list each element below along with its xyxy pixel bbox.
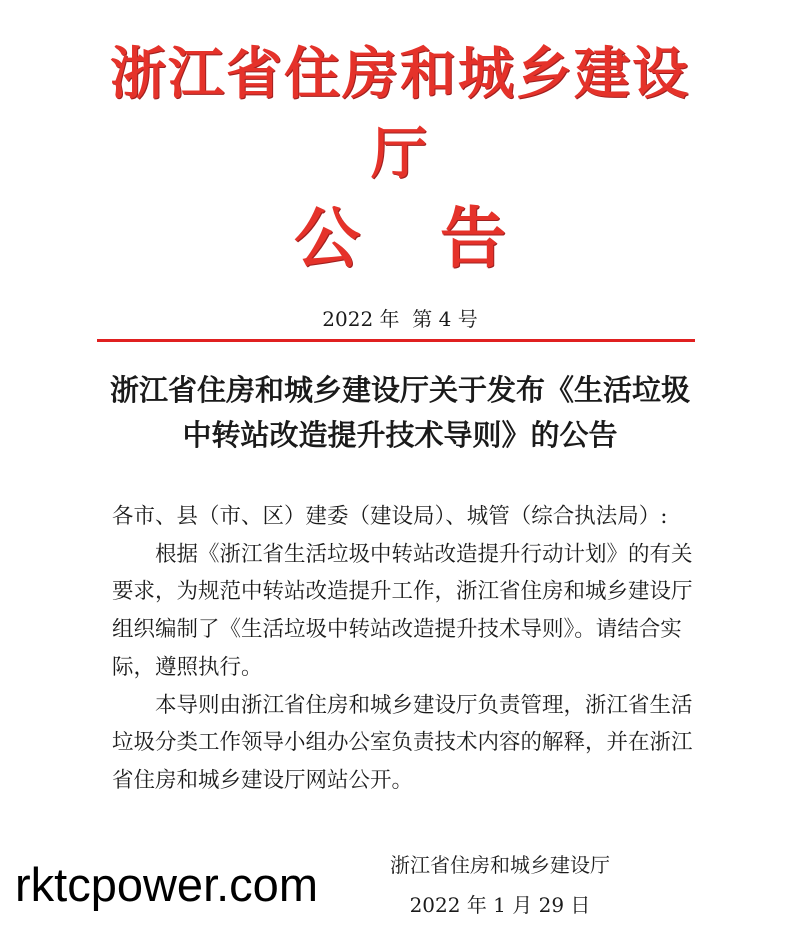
title-line-2: 中转站改造提升技术导则》的公告 (182, 418, 618, 452)
issuing-organization-header: 浙江省住房和城乡建设厅 (110, 42, 690, 187)
document-body (112, 498, 697, 800)
paragraph-2: 本导则由浙江省住房和城乡建设厅负责管理，浙江省生活垃圾分类工作领导小组办公室负责技术内容的解释，并在浙江省住房和城乡建设厅网站公开。 (112, 692, 693, 793)
paragraph-1: 根据《浙江省生活垃圾中转站改造提升行动计划》的有关要求，为规范中转站改造提升工作，浙江省住房和城乡建设厅组织编制了《生活垃圾中转站改造提升技术导则》。请结合实际，遵照执行。 (112, 541, 693, 680)
document-type: 公告 (294, 200, 586, 277)
signature-date: 2022 年 1 月 29 日 (409, 893, 591, 917)
salutation: 各市、县（市、区）建委（建设局）、城管（综合执法局）: (112, 504, 668, 529)
document-title (100, 368, 700, 458)
document-number: 2022 年 第 4 号 (322, 307, 478, 331)
watermark: rktcpower.com (15, 858, 318, 911)
title-line-1: 浙江省住房和城乡建设厅关于发布《生活垃圾 (109, 373, 690, 407)
signature-block (370, 845, 630, 925)
red-divider (97, 339, 695, 342)
signature-issuer: 浙江省住房和城乡建设厅 (390, 853, 610, 877)
